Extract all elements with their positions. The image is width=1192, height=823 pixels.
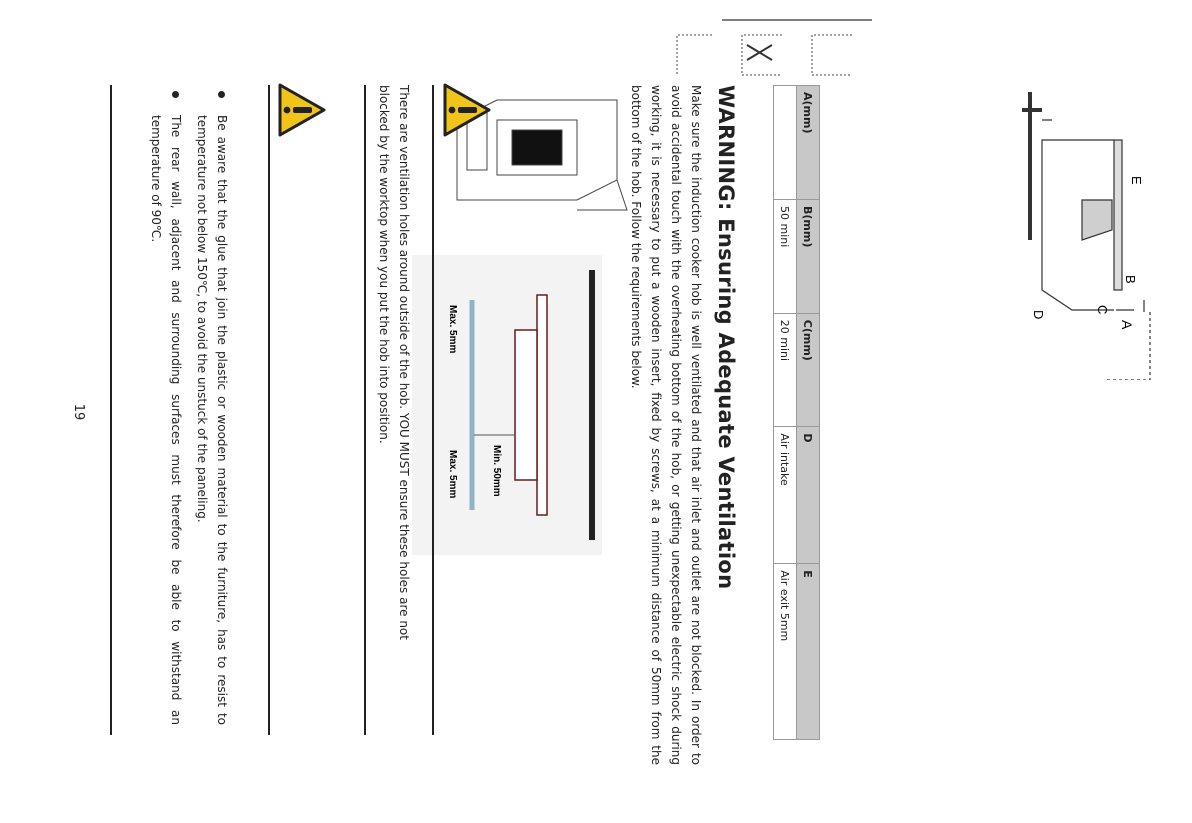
bullet-text: Be aware that the glue that join the plastic or wooden material to the furniture, has to resist to temperature not below 150℃, to avoid the unstuck of the paneling. [195,115,229,725]
table-cell: Air intake [774,427,797,564]
table-header-cell: B(mm) [797,200,820,314]
label-d: D [1031,310,1046,320]
list-item [192,85,232,725]
table-cell: Air exit 5mm [774,564,797,740]
table-cell: 50 mini [774,200,797,314]
list-item [146,85,186,725]
ventilation-paragraph: There are ventilation holes around outside of the hob. YOU MUST ensure these holes are not blocked by the worktop when you put the hob into position. [377,85,411,640]
divider-line [268,85,270,735]
table-header-row [797,86,820,740]
max-right-label: Max. 5mm [447,450,458,499]
divider-line [432,85,434,735]
page-number: 19 [71,403,86,421]
label-e: E [1129,176,1144,185]
bullet-list [140,85,232,725]
intro-paragraph: Make sure the induction cooker hob is well ventilated and that air inlet and outlet are not blocked. In order to avoid accidental touch with the overheating bottom of the hob, or getting unexpectable electric shock during working, it is necessary to put a wooden insert, fixed by screws, at a minimum distance of 50mm from the bottom of the hob. Follow the requirements below. [629,85,703,765]
installation-cross-section-diagram [1012,80,1162,380]
bullet-dot-icon [218,91,225,98]
label-b: B [1123,275,1138,284]
clearance-diagram [412,255,602,555]
divider-line [364,85,366,735]
table-cell: 20 mini [774,313,797,427]
table-header-cell: E [797,564,820,740]
table-header-cell: A(mm) [797,86,820,200]
divider-line [110,85,112,735]
table-header-cell: D [797,427,820,564]
warning-icon [277,82,327,138]
warning-icon [442,82,492,138]
max-left-label: Max. 5mm [447,305,458,354]
section-title: WARNING: Ensuring Adequate Ventilation [714,85,738,590]
dimension-table [773,85,820,740]
table-header-cell: C(mm) [797,313,820,427]
label-c: C [1095,305,1110,315]
min-gap-label: Min. 50mm [491,445,502,497]
bullet-text: The rear wall, adjacent and surrounding surfaces must therefore be able to withstand an temperature of 90℃. [149,115,183,725]
label-a: A [1119,320,1135,330]
table-row [774,86,797,740]
table-cell [774,86,797,200]
bullet-dot-icon [172,91,179,98]
